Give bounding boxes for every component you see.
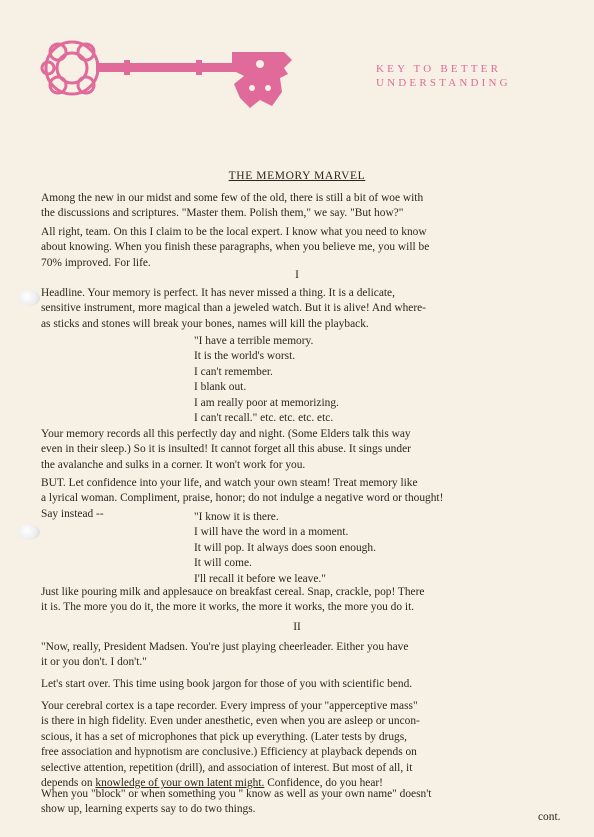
paragraph-headline: Headline. Your memory is perfect. It has never missed a thing. It is a delicate, sensitive instrument, more magical than a jeweled watch. But it is alive! And where- as sticks and stones will break your bones, names will kill the playback. <box>41 287 426 330</box>
paragraph-cheerleader: "Now, really, President Madsen. You're just playing cheerleader. Either you have it or you don't. I don't." <box>41 641 409 669</box>
verse-negative: "I have a terrible memory. It is the world's worst. I can't remember. I blank out. I am really poor at memorizing. I can't recall." etc. etc. etc. etc. <box>194 335 339 425</box>
paragraph-cereal: Just like pouring milk and applesauce on breakfast cereal. Snap, crackle, pop! There it is. The more you do it, the more it works, the more it works, the more you do it. <box>41 586 425 614</box>
section-number: II <box>293 621 301 633</box>
caption-line: UNDERSTANDING <box>376 77 511 89</box>
paragraph-cortex: Your cerebral cortex is a tape recorder. Every impress of your "apperceptive mass" is there in high fidelity. Even under anesthetic, even when you are asleep or uncon- scious, it has a set of microphones that pick up everything. (Later tests by drugs, free association and hypnotism are conclusive.) Efficiency at playback depends on selective attention, repetition (drill), and association of interest. But most of all, it depends on knowledge of your own latent might. Confidence, do you hear! <box>41 700 420 790</box>
punch-hole <box>18 290 40 306</box>
paragraph-confidence: BUT. Let confidence into your life, and watch your own steam! Treat memory like a lyrical woman. Compliment, praise, honor; do not indulge a negative word or thought! Say instead -- <box>41 477 444 520</box>
paragraph-records: Your memory records all this perfectly day and night. (Some Elders talk this way even in their sleep.) So it is insulted! It cannot forget all this abuse. It sings under the avalanche and sulks in a corner. It won't work for you. <box>41 428 411 471</box>
paragraph-block: When you "block" or when something you " know as well as your own name" doesn't show up, learning experts say to do two things. <box>41 788 432 816</box>
emphasis-underline: knowledge of your own latent might. <box>95 777 265 790</box>
punch-hole <box>18 524 40 540</box>
ornate-key-icon <box>36 30 298 110</box>
page-title: THE MEMORY MARVEL <box>228 170 366 182</box>
verse-positive: "I know it is there. I will have the word in a moment. It will pop. It always does soon enough. It will come. I'll recall it before we leave." <box>194 511 376 585</box>
caption-line: KEY TO BETTER <box>376 63 502 75</box>
paragraph-start-over: Let's start over. This time using book jargon for those of you with scientific bend. <box>41 678 413 690</box>
continued-marker: cont. <box>538 811 561 823</box>
paragraph-intro: Among the new in our midst and some few of the old, there is still a bit of woe with the discussions and scriptures. "Master them. Polish them," we say. "But how?" <box>41 192 424 220</box>
key-caption <box>376 62 556 90</box>
section-number: I <box>295 269 299 281</box>
paragraph-team: All right, team. On this I claim to be the local expert. I know what you need to know about knowing. When you finish these paragraphs, when you believe me, you will be 70% improved. For life. <box>41 226 430 269</box>
